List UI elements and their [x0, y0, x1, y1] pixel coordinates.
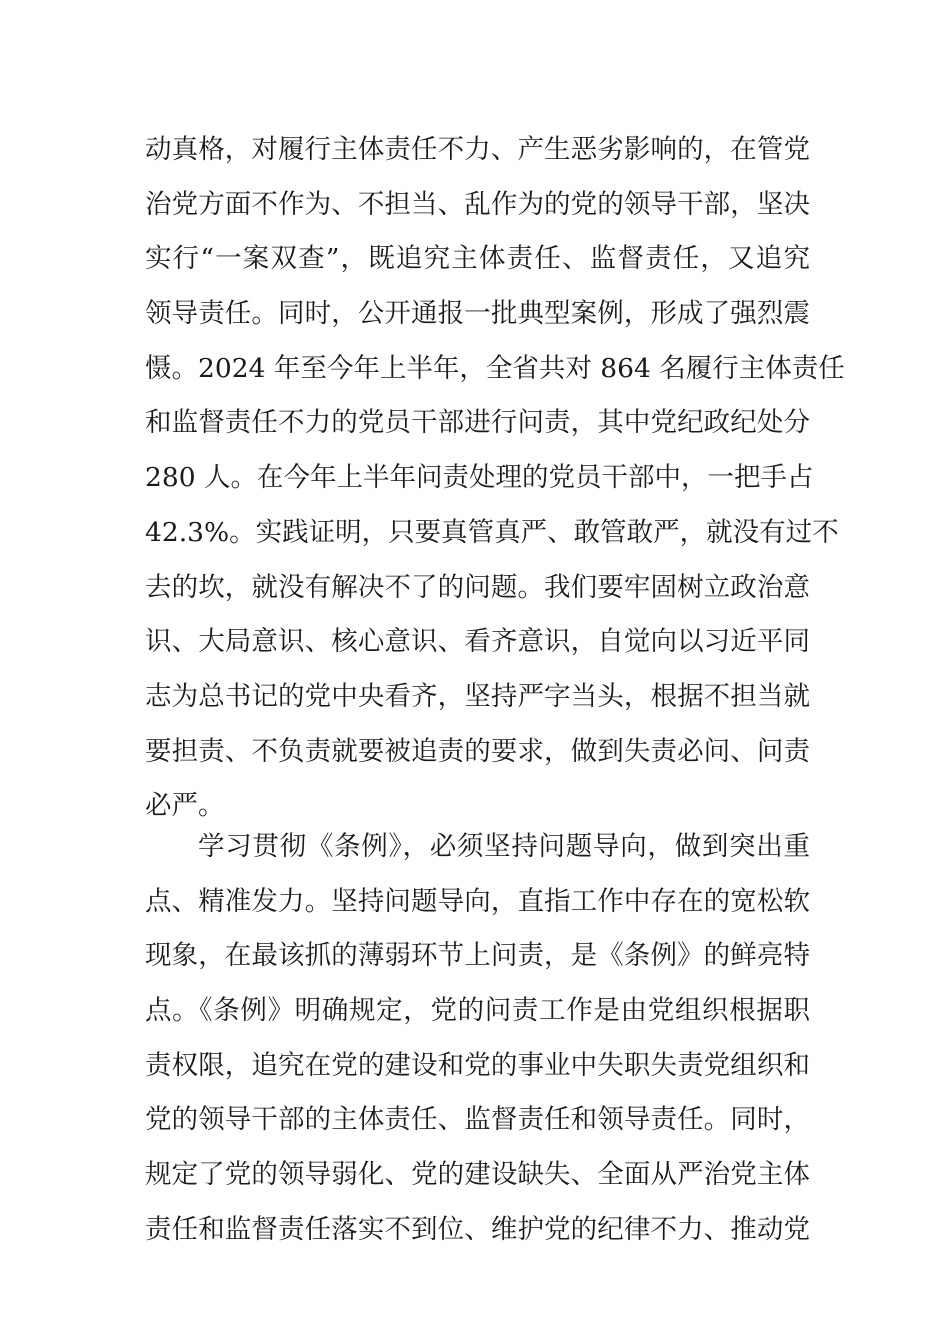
paragraph-2 [145, 820, 810, 1258]
paragraph-line: 治党方面不作为、不担当、乱作为的党的领导干部，坚决 [145, 188, 810, 220]
paragraph-line: 280 人。在今年上半年问责处理的党员干部中，一把手占 [145, 462, 814, 494]
paragraph-line: 规定了党的领导弱化、党的建设缺失、全面从严治党主体 [145, 1159, 810, 1191]
paragraph-line: 责任和监督责任落实不到位、维护党的纪律不力、推动党 [145, 1213, 810, 1245]
paragraph-line: 去的坎，就没有解决不了的问题。我们要牢固树立政治意 [145, 571, 810, 603]
paragraph-line: 责权限，追究在党的建设和党的事业中失职失责党组织和 [145, 1049, 810, 1081]
paragraph-line: 实行“一案双查”，既追究主体责任、监督责任，又追究 [145, 243, 810, 275]
paragraph-line: 42.3%。实践证明，只要真管真严、敢管敢严，就没有过不 [145, 516, 839, 548]
paragraph-line: 慑。2024 年至今年上半年，全省共对 864 名履行主体责任 [145, 352, 845, 384]
paragraph-line: 要担责、不负责就要被追责的要求，做到失责必问、问责 [145, 735, 810, 767]
paragraph-line: 必严。 [145, 790, 225, 822]
paragraph-line: 党的领导干部的主体责任、监督责任和领导责任。同时， [145, 1104, 810, 1136]
paragraph-line: 点、精准发力。坚持问题导向，直指工作中存在的宽松软 [145, 885, 810, 917]
paragraph-line: 志为总书记的党中央看齐，坚持严字当头，根据不担当就 [145, 680, 810, 712]
paragraph-line: 和监督责任不力的党员干部进行问责，其中党纪政纪处分 [145, 407, 810, 439]
paragraph-line: 学习贯彻《条例》，必须坚持问题导向，做到突出重 [198, 831, 810, 862]
paragraph-line: 现象，在最该抓的薄弱环节上问责，是《条例》的鲜亮特 [145, 940, 810, 972]
paragraph-line: 领导责任。同时，公开通报一批典型案例，形成了强烈震 [145, 298, 810, 330]
paragraph-line: 识、大局意识、核心意识、看齐意识，自觉向以习近平同 [145, 626, 810, 658]
paragraph-line: 点。《条例》明确规定，党的问责工作是由党组织根据职 [145, 995, 810, 1027]
paragraph-line: 动真格，对履行主体责任不力、产生恶劣影响的，在管党 [145, 134, 810, 165]
paragraph-1 [145, 123, 845, 834]
